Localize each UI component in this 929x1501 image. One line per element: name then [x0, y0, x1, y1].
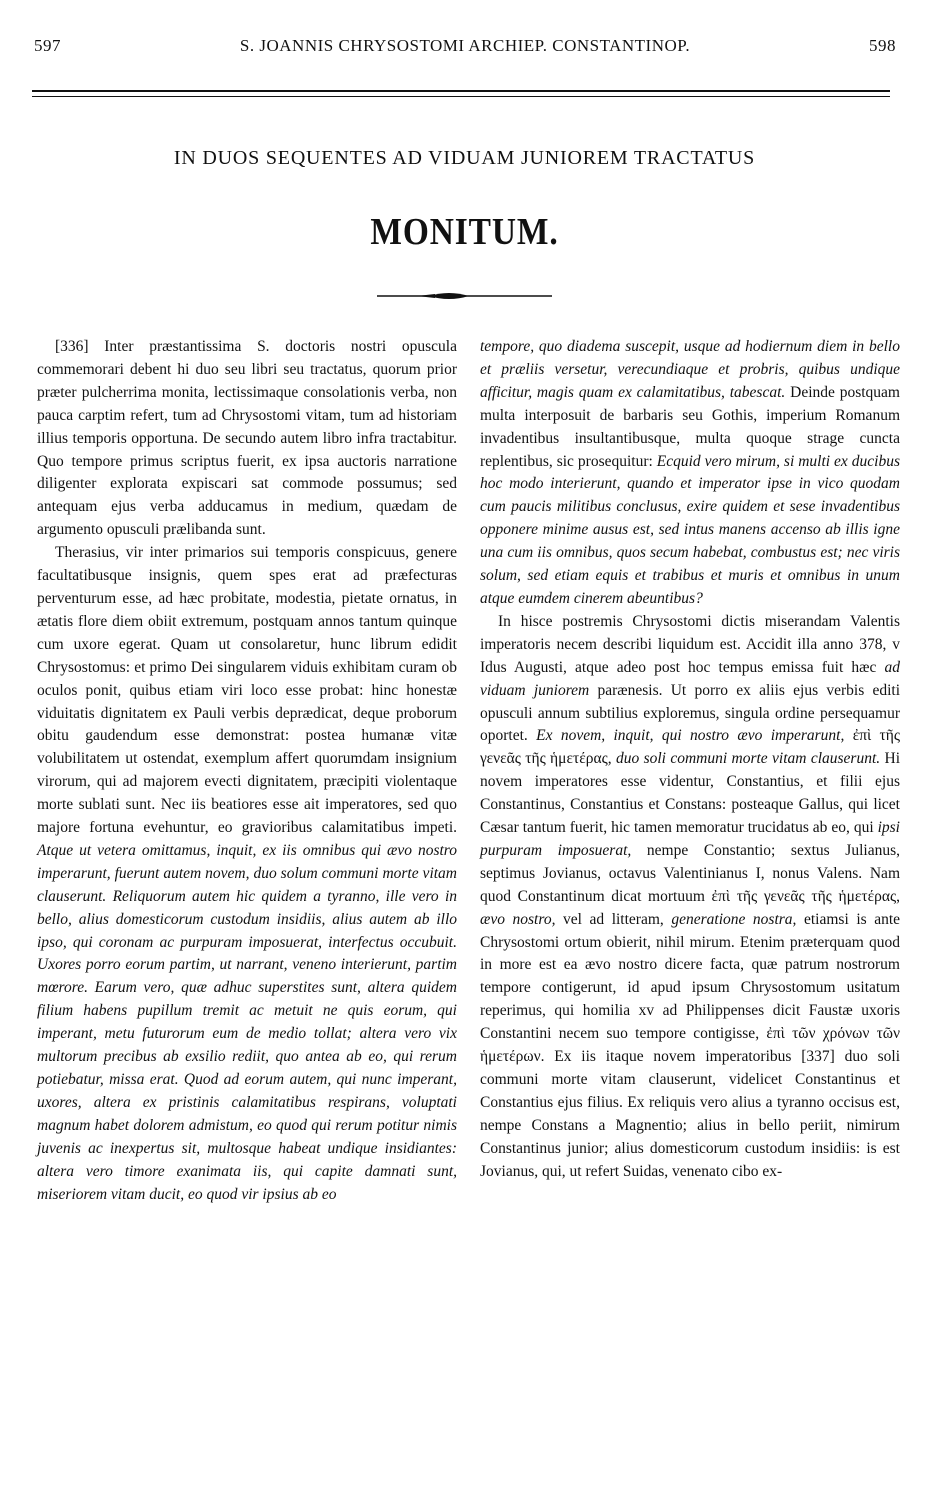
page-title: MONITUM.: [370, 211, 559, 253]
paragraph: Therasius, vir inter primarios sui temporis conspicuus, genere facultatibusque insignis, quem spes erat ad præfecturas perventurum esse, ad hæc probitate, modestia, pietate ornatus, in ætatis flore diem obiit extremum, postquam annos tantum quinque cum uxore egerat. Quam ut consolaretur, hunc librum edidit Chrysostomus: et primo Dei singularem viduis exhibitam curam ob oculos ponit, quibus etiam viri loco esse probat: hinc honestæ viduitatis dignitatem ex Pauli verbis deprædicat, deque proborum obitu gaudendum esse demonstrat: postea humanæ vitæ volubilitatem ut ostendat, exemplum affert quorumdam insignium virorum, qui ad majorem evecti dignitatem, præcipiti violentaque morte sublati sunt. Nec iis beatiores esse ait imperatores, sed quo majore fortuna evehuntur, eo gravioribus calamitatibus impeti. Atque ut vetera omittamus, inquit, ex iis omnibus qui ævo nostro imperarunt, fuerunt autem novem, duo solum communi morte vitam clauserunt. Reliquorum autem hic quidem a tyranno, ille vero in bello, alius domesticorum custodum insidiis, alius autem ab illo ipso, qui coronam ac purpuram imposuerat, interfectus occubuit. Uxores porro eorum partim, ut narrant, veneno interierunt, partim mœrore. Earum vero, quæ adhuc superstites sunt, altera quidem filium habens pupillum tremit ac metuit ne quis eorum, qui imperant, metu futurorum eum de medio tollat; altera vero vix multorum precibus ab exsilio rediit, quo antea ab eo, qui rerum potiebatur, missa erat. Quod ad eorum autem, qui nunc imperant, uxores, altera ex pristinis calamitatibus respirans, voluptati magnum habet dolorem admistum, eo quod qui rerum potitur nimis juvenis ac inexpertus sit, multosque habeat undique insidiantes: altera vero timore exanimata iis, qui capite damnati sunt, miseriorem vitam ducit, eo quod vir ipsius ab eo: [37, 544, 457, 1203]
running-title: S. JOANNIS CHRYSOSTOMI ARCHIEP. CONSTANTINOP.: [239, 36, 691, 55]
quotation: tempore, quo diadema suscepit, usque ad hodiernum diem in bello et præliis versetur, verecundiaque et probris, quibus undique afficitur, magis quam ex calamitatibus, tabescat.: [480, 338, 900, 401]
running-header: [30, 36, 900, 60]
page-number-left: 597: [34, 36, 61, 55]
section-heading: IN DUOS SEQUENTES AD VIDUAM JUNIOREM TRACTATUS: [173, 147, 756, 169]
greek-text: ἐπὶ τῆς γενεᾶς τῆς ἡμετέρας,: [480, 727, 901, 768]
left-column: [37, 336, 457, 1206]
header-rule-thin: [32, 96, 890, 97]
header-rule-thick: [32, 90, 890, 92]
greek-text: ἐπὶ τῆς γενεᾶς τῆς ἡμετέρας,: [711, 887, 900, 905]
right-column: [480, 336, 900, 1184]
ornament-rule-icon: [377, 289, 552, 303]
paragraph: [336] Inter præstantissima S. doctoris nostri opuscula commemorari debent hi duo seu libri seu tractatus, quorum prior præter pulcherrima monita, lectissimaque consolationis verba, non pauca carptim refert, tum ad Chrysostomi vitam, tum ad historiam illius temporis opportuna. De secundo autem libro infra tractabitur. Quo tempore primus scriptus fuerit, ex ipsa auctoris narratione diligenter explorata expiscari sat commode possumus; sed antequam ejus verba adducamus in medium, quædam de argumento opusculi prælibanda sunt.: [37, 338, 457, 539]
quotation: Atque ut vetera omittamus, inquit, ex iis omnibus qui ævo nostro imperarunt, fuerunt autem novem, duo solum communi morte vitam clauserunt. Reliquorum autem hic quidem a tyranno, ille vero in bello, alius domesticorum custodum insidiis, alius autem ab illo ipso, qui coronam ac purpuram imposuerat, interfectus occubuit. Uxores porro eorum partim, ut narrant, veneno interierunt, partim mœrore. Earum vero, quæ adhuc superstites sunt, altera quidem filium habens pupillum tremit ac metuit ne quis eorum, qui imperant, metu futurorum eum de medio tollat; altera vero vix multorum precibus ab exsilio rediit, quo antea ab eo, qui rerum potiebatur, missa erat. Quod ad eorum autem, qui nunc imperant, uxores, altera ex pristinis calamitatibus respirans, voluptati magnum habet dolorem admistum, eo quod qui rerum potitur nimis juvenis ac inexpertus sit, multosque habeat undique insidiantes: altera vero timore exanimata iis, qui capite damnati sunt, miseriorem vitam ducit, eo quod vir ipsius ab eo: [37, 841, 457, 1203]
greek-text: ἐπὶ τῶν χρόνων τῶν ἡμετέρων.: [480, 1025, 901, 1066]
quotation: Ecquid vero mirum, si multi ex ducibus hoc modo interierunt, quando et imperator ipse in vico quodam cum paucis militibus conclusus, exire quidem et sese invadentibus opponere minime ausus est, sed intus manens accenso ab illis igne una cum iis omnibus, quos secum habebat, combustus est; nec viris solum, sed etiam equis et trabibus et muris et omnibus in unum atque eumdem cinerem abeuntibus?: [480, 452, 900, 607]
paragraph: In hisce postremis Chrysostomi dictis miserandam Valentis imperatoris necem describi liquidum est. Accidit illa anno 378, v Idus Augusti, atque adeo post hoc tempus emissa fuit hæc ad viduam juniorem parænesis. Ut porro ex aliis ejus verbis editi opusculi annum subtilius exploremus, singula ordine persequamur oportet. Ex novem, inquit, qui nostro ævo imperarunt, ἐπὶ τῆς γενεᾶς τῆς ἡμετέρας, duo soli communi morte vitam clauserunt. Hi novem imperatores esse videntur, Constantius, et filii ejus Constantinus, Constantius et Constans: posteaque Gallus, qui licet Cæsar tantum fuerit, hic tamen memoratur trucidatus ab eo, qui ipsi purpuram imposuerat, nempe Constantio; sextus Julianus, septimus Jovianus, octavus Valentinianus I, nonus Valens. Nam quod Constantinum dicat mortuum ἐπὶ τῆς γενεᾶς τῆς ἡμετέρας, ævo nostro, vel ad litteram, generatione nostra, etiamsi is ante Chrysostomi ortum obierit, nihil mirum. Etenim præterquam quod in more est ea ævo nostro dicere facta, quæ patrum nostrorum tempore contigerunt, id apud ipsum Chrysostomum usitatum reperimus, qui homilia xv ad Philippenses dicit Faustæ uxoris Constantini necem suo tempore contigisse, ἐπὶ τῶν χρόνων τῶν ἡμετέρων. Ex iis itaque novem imperatoribus [337] duo soli communi morte vitam clauserunt, videlicet Constantinus et Constantius ejus filius. Ex reliquis vero alius a tyranno occisus est, nempe Constans a Magnentio; alius in bello periit, nimirum Constantinus junior; alius domesticorum custodum insidiis: is est Jovianus, qui, ut refert Suidas, venenato cibo ex-: [480, 612, 901, 1180]
paragraph: tempore, quo diadema suscepit, usque ad hodiernum diem in bello et præliis versetur, verecundiaque et probris, quibus undique afficitur, magis quam ex calamitatibus, tabescat. Deinde postquam multa interposuit de barbaris seu Gothis, imperium Romanum invadentibus insultantibusque, multa quoque strage cuncta replentibus, sic prosequitur: Ecquid vero mirum, si multi ex ducibus hoc modo interierunt, quando et imperator ipse in vico quodam cum paucis militibus conclusus, exire quidem et sese invadentibus opponere minime ausus est, sed intus manens accenso ab illis igne una cum iis omnibus, quos secum habebat, combustus est; nec viris solum, sed etiam equis et trabibus et muris et omnibus in unum atque eumdem cinerem abeuntibus?: [480, 338, 900, 607]
page-number-right: 598: [869, 36, 896, 55]
